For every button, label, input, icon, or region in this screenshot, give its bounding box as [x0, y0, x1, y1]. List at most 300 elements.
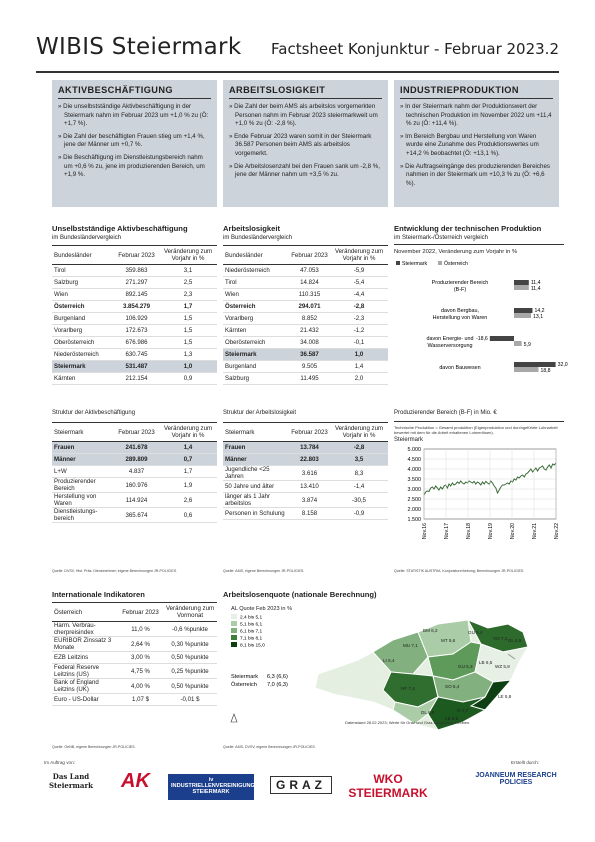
table-cell: 34.008: [289, 337, 330, 349]
table-cell: 2,0: [330, 373, 388, 385]
col-header: Februar 2023: [289, 423, 330, 442]
table-row: [52, 637, 217, 652]
table-cell: -0,01 $: [163, 694, 217, 706]
table-cell: 8.158: [289, 508, 330, 520]
col-header: Österreich: [52, 603, 118, 622]
table-cell: Niederösterreich: [52, 349, 114, 361]
district-label: HF 7,4: [401, 686, 415, 691]
legend-swatch: [231, 642, 237, 647]
table-row: [52, 664, 217, 679]
table-cell: Frauen: [223, 442, 289, 454]
table-row: [223, 313, 388, 325]
y-tick-label: 3.500: [407, 477, 421, 483]
table-cell: Kärnten: [223, 325, 289, 337]
table-cell: -0,6 %punkte: [163, 622, 217, 637]
table-cell: Österreich: [52, 301, 114, 313]
ak-logo: AK: [121, 770, 150, 792]
table-row: [223, 493, 388, 508]
table-row: [223, 481, 388, 493]
col-header: Februar 2023: [114, 246, 159, 265]
section-heading: Unselbstständige Aktivbeschäftigung: [52, 224, 188, 233]
col-header: Steiermark: [223, 423, 289, 442]
data-label: 32,0: [557, 362, 568, 368]
x-tick-label: Nov.22: [554, 523, 560, 540]
table-row: [52, 508, 217, 523]
table-cell: 630.745: [114, 349, 159, 361]
table-cell: 0,50 %punkte: [163, 652, 217, 664]
map-legend: [231, 614, 265, 649]
table-cell: Produzierender Bereich: [52, 478, 114, 493]
table-cell: Jugendliche <25 Jahren: [223, 466, 289, 481]
chart-caption: November 2022, Veränderung zum Vorjahr in %: [394, 244, 564, 255]
source-note: Quelle: STATISTIK AUSTRIA, Konjunkturerhebung; Berechnungen JR-POLICIES.: [394, 569, 525, 573]
table-row: [52, 652, 217, 664]
table-cell: 47.053: [289, 265, 330, 277]
table-cell: 110.315: [289, 289, 330, 301]
data-label: 11,4: [530, 286, 541, 292]
data-label: 14,2: [534, 308, 545, 314]
table-cell: -1,4: [330, 481, 388, 493]
col-header: Februar 2023: [289, 246, 330, 265]
table-cell: 3,5: [330, 454, 388, 466]
table-cell: 114.924: [114, 493, 159, 508]
source-note: Quelle: OeNB, eigene Berechnungen JR-POLICIES.: [52, 745, 136, 749]
table-body: [52, 265, 217, 385]
box-title: ARBEITSLOSIGKEIT: [229, 85, 382, 99]
north-arrow-icon: [231, 714, 237, 722]
legend-swatch-oe: [438, 261, 442, 265]
table-cell: Österreich: [223, 301, 289, 313]
table-cell: 3,1: [159, 265, 217, 277]
district-label: DL 6,0: [421, 710, 435, 715]
table-row: [52, 325, 217, 337]
table-cell: 13.784: [289, 442, 330, 454]
table-cell: -2,8: [330, 442, 388, 454]
joanneum-logo: JOANNEUM RESEARCH POLICIES: [475, 772, 557, 786]
table-cell: 22.803: [289, 454, 330, 466]
box-item: » Die Auftragseingänge des produzierenden Bereiches nahmen in der Steiermark um +10,3 % zu (Ö: +6,6 %).: [400, 162, 550, 187]
footer-created-label: Erstellt durch:: [511, 760, 540, 765]
bar-steiermark: [514, 362, 556, 367]
district-label: MT 5,6: [441, 638, 456, 643]
series-label: Steiermark: [394, 437, 424, 443]
table-cell: 1,7: [159, 466, 217, 478]
map-oe-value: 7,0 (6,3): [267, 682, 288, 688]
unemployment-structure-section: [223, 408, 388, 520]
table-cell: 8,3: [330, 466, 388, 481]
table-row: [52, 337, 217, 349]
table-row: [52, 373, 217, 385]
table-row: [223, 325, 388, 337]
legend-label: Steiermark: [402, 261, 428, 267]
table-cell: Bank of England Leitzins (UK): [52, 679, 118, 694]
table-cell: 1,4: [159, 442, 217, 454]
header-rule: [36, 71, 559, 73]
summary-box-employment: [52, 80, 217, 207]
table-cell: Oberösterreich: [223, 337, 289, 349]
table-cell: Salzburg: [223, 373, 289, 385]
production-bar-chart: [394, 257, 568, 393]
category-label: davon Bergbau, Herstellung von Waren: [432, 308, 488, 321]
table-cell: 1,0: [330, 349, 388, 361]
table-cell: 172.673: [114, 325, 159, 337]
table-cell: Dienstleistungs-bereich: [52, 508, 114, 523]
y-tick-label: 2.500: [407, 497, 421, 503]
table-cell: -30,5: [330, 493, 388, 508]
table-cell: -0,1: [330, 337, 388, 349]
category-label: davon Energie- und Wasserversorgung: [426, 336, 474, 349]
unemployment-by-state-table: [223, 245, 388, 385]
legend-label: 8,1 bis 15,0: [240, 643, 265, 649]
data-label: 13,1: [533, 314, 544, 320]
map-stmk-label: Steiermark: [231, 674, 259, 680]
table-row: [52, 454, 217, 466]
district-label: GU 6,4: [468, 630, 483, 635]
data-label: 5,9: [523, 342, 531, 348]
legend-label: 5,1 bis 6,1: [240, 622, 263, 628]
table-cell: 3.854.279: [114, 301, 159, 313]
table-row: [223, 442, 388, 454]
y-tick-label: 4.500: [407, 457, 421, 463]
table-cell: Vorarlberg: [52, 325, 114, 337]
box-item: » Im Bereich Bergbau und Herstellung von Waren wurde eine Zunahme des Produktionswertes um +14,2 % beobachtet (Ö: +13,1 %).: [400, 132, 539, 157]
table-cell: 212.154: [114, 373, 159, 385]
box-title: INDUSTRIEPRODUKTION: [400, 85, 553, 99]
section-heading: Entwicklung der technischen Produktion: [394, 224, 542, 233]
table-body: [52, 622, 217, 706]
box-item: » Die Beschäftigung im Dienstleistungsbereich nahm um +0,6 % zu, jene im produzierenden Bereich, um +1,9 %.: [58, 153, 205, 179]
table-row: [223, 289, 388, 301]
bar-oesterreich: [514, 341, 522, 346]
unemployment-structure-table: [223, 422, 388, 520]
map-footnote: Datenstand 28.02.2023; Werte für Graz und Graz-Umgebung erhoben.: [345, 720, 471, 725]
table-cell: 1,5: [159, 325, 217, 337]
table-row: [52, 679, 217, 694]
table-row: [52, 622, 217, 637]
bar-steiermark: [514, 280, 529, 285]
table-cell: Steiermark: [223, 349, 289, 361]
source-note: Quelle: AMS, DVSV, eigene Berechnungen JR-POLICIES.: [223, 745, 316, 749]
table-cell: 271.297: [114, 277, 159, 289]
international-indicators-section: [52, 590, 217, 706]
table-row: [223, 277, 388, 289]
table-cell: 289.809: [114, 454, 159, 466]
source-note: Quelle: AMS, eigene Berechnungen JR-POLICIES.: [223, 569, 305, 573]
section-subheading: im Steiermark-/Österreich vergleich: [394, 235, 489, 241]
table-cell: 676.986: [114, 337, 159, 349]
employment-structure-table: [52, 422, 217, 523]
table-cell: Kärnten: [52, 373, 114, 385]
table-cell: Vorarlberg: [223, 313, 289, 325]
box-title: AKTIVBESCHÄFTIGUNG: [58, 85, 211, 99]
col-header: Steiermark: [52, 423, 114, 442]
legend-label: Österreich: [444, 261, 468, 267]
table-cell: 0,7: [159, 454, 217, 466]
table-cell: -2,3: [330, 313, 388, 325]
x-tick-label: Nov.20: [510, 523, 516, 540]
employment-table-section: [52, 224, 217, 385]
legend-swatch-stmk: [396, 261, 400, 265]
table-cell: 1,9: [159, 478, 217, 493]
data-label: -18,6: [475, 336, 488, 342]
production-line-chart: [394, 443, 564, 553]
bar-steiermark: [514, 308, 532, 313]
col-header: Februar 2023: [114, 423, 159, 442]
table-cell: 1,5: [159, 337, 217, 349]
table-cell: 3.874: [289, 493, 330, 508]
wko-logo: WKO STEIERMARK: [348, 772, 428, 800]
table-cell: 160.976: [114, 478, 159, 493]
district-label: LB 6,5: [479, 660, 493, 665]
table-cell: 11.495: [289, 373, 330, 385]
table-row: [52, 349, 217, 361]
section-heading: Struktur der Aktivbeschäftigung: [52, 410, 136, 416]
y-tick-label: 1.500: [407, 517, 421, 523]
table-cell: Männer: [223, 454, 289, 466]
map-svg: [223, 602, 558, 742]
table-cell: 0,25 %punkte: [163, 664, 217, 679]
table-cell: -4,4: [330, 289, 388, 301]
table-row: [52, 478, 217, 493]
table-cell: Oberösterreich: [52, 337, 114, 349]
table-cell: 892.145: [114, 289, 159, 301]
map-stmk-value: 6,3 (6,6): [267, 674, 288, 680]
table-cell: 36.587: [289, 349, 330, 361]
table-cell: -0,9: [330, 508, 388, 520]
box-item: » In der Steiermark nahm der Produktionswert der technischen Produktion im November 2022 um +11,4 % zu (Ö: +11,4 %).: [400, 103, 552, 128]
legend-label: 6,1 bis 7,1: [240, 629, 263, 635]
table-cell: 2,64 %: [118, 637, 163, 652]
table-row: [52, 361, 217, 373]
table-cell: 0,50 %punkte: [163, 679, 217, 694]
legend-swatch: [231, 614, 237, 619]
district-label: SO 6,4: [445, 684, 460, 689]
section-heading: Produzierender Bereich (B-F) in Mio. €: [394, 410, 497, 416]
map-region-lb: [428, 697, 485, 730]
district-label: LE 5,8: [498, 694, 512, 699]
table-cell: Burgenland: [52, 313, 114, 325]
district-label: G 7,7: [457, 708, 469, 713]
table-cell: 1,0: [159, 361, 217, 373]
district-label: MU 7,1: [403, 643, 418, 648]
table-cell: -5,4: [330, 277, 388, 289]
box-item: » Die Zahl der beschäftigten Frauen stieg um +1,4 %, jene der Männer um +0,7 %.: [58, 132, 205, 149]
y-tick-label: 4.000: [407, 467, 421, 473]
bar-oesterreich: [514, 285, 529, 290]
box-item: » Ende Februar 2023 waren somit in der Steiermark 36.587 Personen beim AMS als arbeitslos vorgemerkt.: [229, 132, 372, 157]
table-cell: -1,2: [330, 325, 388, 337]
x-tick-label: Nov.17: [444, 523, 450, 540]
table-cell: 2,5: [159, 277, 217, 289]
table-cell: 14.824: [289, 277, 330, 289]
table-body: [223, 265, 388, 385]
table-cell: Wien: [223, 289, 289, 301]
district-label: VO 7,2: [493, 636, 508, 641]
table-cell: Burgenland: [223, 361, 289, 373]
production-line-section: [394, 408, 564, 558]
table-body: [52, 442, 217, 523]
district-label: LB 6,5: [445, 716, 459, 721]
data-label: 18,8: [540, 368, 551, 374]
table-row: [223, 265, 388, 277]
table-cell: Frauen: [52, 442, 114, 454]
district-label: DL 6,5: [508, 638, 522, 643]
table-cell: Steiermark: [52, 361, 114, 373]
indicators-table: [52, 602, 217, 706]
table-cell: 4.837: [114, 466, 159, 478]
table-cell: Männer: [52, 454, 114, 466]
page-title: WIBIS Steiermark: [36, 34, 242, 60]
table-row: [223, 373, 388, 385]
x-tick-label: Nov.18: [466, 523, 472, 540]
table-cell: -5,9: [330, 265, 388, 277]
table-cell: 2,6: [159, 493, 217, 508]
legend-swatch: [231, 628, 237, 633]
box-item: » Die Zahl der beim AMS als arbeitslos vorgemerkten Personen nahm im Februar 2023 steiermarkweit um +1,0 % zu (Ö: -2,8 %).: [229, 103, 378, 128]
table-row: [52, 442, 217, 454]
table-row: [223, 466, 388, 481]
table-cell: Harm. Verbrau-cherpreisindex: [52, 622, 118, 637]
table-cell: Federal Reserve Leitzins (US): [52, 664, 118, 679]
table-cell: länger als 1 Jahr arbeitslos: [223, 493, 289, 508]
table-row: [52, 694, 217, 706]
employment-by-state-table: [52, 245, 217, 385]
unemployment-table-section: [223, 224, 388, 385]
table-cell: 0,6: [159, 508, 217, 523]
table-cell: Personen in Schulung: [223, 508, 289, 520]
source-note: Quelle: DVSV, Hist. Präs. Dienstnehmer; eigene Berechnungen JR-POLICIES.: [52, 569, 178, 573]
section-heading: Struktur der Arbeitslosigkeit: [223, 410, 297, 416]
table-cell: 3,00 %: [118, 652, 163, 664]
table-cell: 8.852: [289, 313, 330, 325]
table-cell: 4,00 %: [118, 679, 163, 694]
map-legend-title: AL Quote Feb 2023 in %: [231, 606, 293, 612]
table-cell: 0,9: [159, 373, 217, 385]
table-row: [223, 508, 388, 520]
col-header: Veränderung zum Vorjahr in %: [159, 423, 217, 442]
page-subtitle: Factsheet Konjunktur - Februar 2023.2: [271, 40, 559, 58]
table-cell: 9.505: [289, 361, 330, 373]
box-item: » Die unselbstständige Aktivbeschäftigung in der Steiermark nahm im Februar 2023 um +1,0 % zu (Ö: +1,7 %).: [58, 103, 209, 128]
col-header: Veränderung zum Vorjahr in %: [330, 423, 388, 442]
table-cell: 4,75 %: [118, 664, 163, 679]
box-item: » Die Arbeitslosenzahl bei den Frauen sank um -2,8 %, jene der Männer nahm um +3,5 % zu.: [229, 162, 380, 179]
summary-box-production: [394, 80, 559, 207]
table-row: [52, 301, 217, 313]
table-cell: 106.929: [114, 313, 159, 325]
x-tick-label: Nov.19: [488, 523, 494, 540]
production-chart-section: [394, 224, 568, 398]
table-row: [52, 265, 217, 277]
table-cell: 50 Jahre und älter: [223, 481, 289, 493]
col-header: Februar 2023: [118, 603, 163, 622]
table-cell: 0,30 %punkte: [163, 637, 217, 652]
x-tick-label: Nov.16: [422, 523, 428, 540]
col-header: Bundesländer: [52, 246, 114, 265]
table-row: [223, 301, 388, 313]
col-header: Veränderung zum Vormonat: [163, 603, 217, 622]
summary-box-unemployment: [223, 80, 388, 207]
section-heading: Arbeitslosigkeit: [223, 224, 280, 233]
district-label: GU 5,3: [458, 664, 473, 669]
legend-swatch: [231, 635, 237, 640]
category-label: Produzierender Bereich (B-F): [431, 280, 489, 293]
table-cell: 2,3: [159, 289, 217, 301]
table-cell: Wien: [52, 289, 114, 301]
data-label: 11,4: [530, 280, 541, 286]
map-oe-label: Österreich: [231, 682, 257, 688]
col-header: Veränderung zum Vorjahr in %: [330, 246, 388, 265]
table-cell: 21.432: [289, 325, 330, 337]
table-row: [52, 493, 217, 508]
table-cell: 365.674: [114, 508, 159, 523]
table-cell: 13.410: [289, 481, 330, 493]
y-tick-label: 2.000: [407, 507, 421, 513]
table-cell: 11,0 %: [118, 622, 163, 637]
table-cell: 294.071: [289, 301, 330, 313]
district-label: WZ 5,8: [495, 664, 510, 669]
x-tick-label: Nov.21: [532, 523, 538, 540]
table-cell: 359.863: [114, 265, 159, 277]
y-tick-label: 5.000: [407, 447, 421, 453]
table-cell: Tirol: [223, 277, 289, 289]
table-cell: 1,3: [159, 349, 217, 361]
table-cell: Tirol: [52, 265, 114, 277]
table-row: [52, 313, 217, 325]
footer-commissioned-label: Im Auftrag von:: [44, 760, 75, 765]
section-subheading: im Bundesländervergleich: [52, 235, 122, 241]
table-cell: 3.616: [289, 466, 330, 481]
bar-oesterreich: [514, 313, 531, 318]
bar-steiermark: [490, 336, 514, 341]
table-row: [223, 454, 388, 466]
table-cell: Euro - US-Dollar: [52, 694, 118, 706]
land-steiermark-logo: Das Land Steiermark: [48, 772, 94, 790]
table-row: [223, 361, 388, 373]
table-cell: 1,4: [330, 361, 388, 373]
bar-oesterreich: [514, 367, 538, 372]
table-cell: 1,5: [159, 313, 217, 325]
table-cell: -2,8: [330, 301, 388, 313]
table-row: [223, 337, 388, 349]
table-cell: Niederösterreich: [223, 265, 289, 277]
table-cell: EZB Leitzins: [52, 652, 118, 664]
col-header: Bundesländer: [223, 246, 289, 265]
table-cell: 531.487: [114, 361, 159, 373]
table-row: [223, 349, 388, 361]
section-heading: Arbeitslosenquote (nationale Berechnung): [223, 590, 377, 599]
table-row: [52, 466, 217, 478]
district-label: LI 5,4: [383, 658, 395, 663]
col-header: Veränderung zum Vorjahr in %: [159, 246, 217, 265]
table-cell: 1,07 $: [118, 694, 163, 706]
table-cell: 241.678: [114, 442, 159, 454]
table-body: [223, 442, 388, 520]
graz-logo: GRAZ: [270, 776, 332, 794]
section-heading: Internationale Indikatoren: [52, 590, 145, 599]
section-subheading: im Bundesländervergleich: [223, 235, 293, 241]
chart-note: Technische Produktion = Gesamt produktion (Eigenproduktion und durchgeführte Lohnarbeit bewertet mit dem für die Arbeit erhaltenen Lohnerlösen).: [394, 421, 564, 435]
table-row: [52, 289, 217, 301]
legend-label: 2,4 bis 5,1: [240, 615, 263, 621]
table-cell: L+W: [52, 466, 114, 478]
category-label: davon Bauwesen: [439, 365, 481, 371]
legend-label: 7,1 bis 8,1: [240, 636, 263, 642]
employment-structure-section: [52, 408, 217, 523]
table-cell: Herstellung von Waren: [52, 493, 114, 508]
unemployment-map: [223, 602, 558, 742]
table-cell: EURIBOR Zinssatz 3 Monate: [52, 637, 118, 652]
